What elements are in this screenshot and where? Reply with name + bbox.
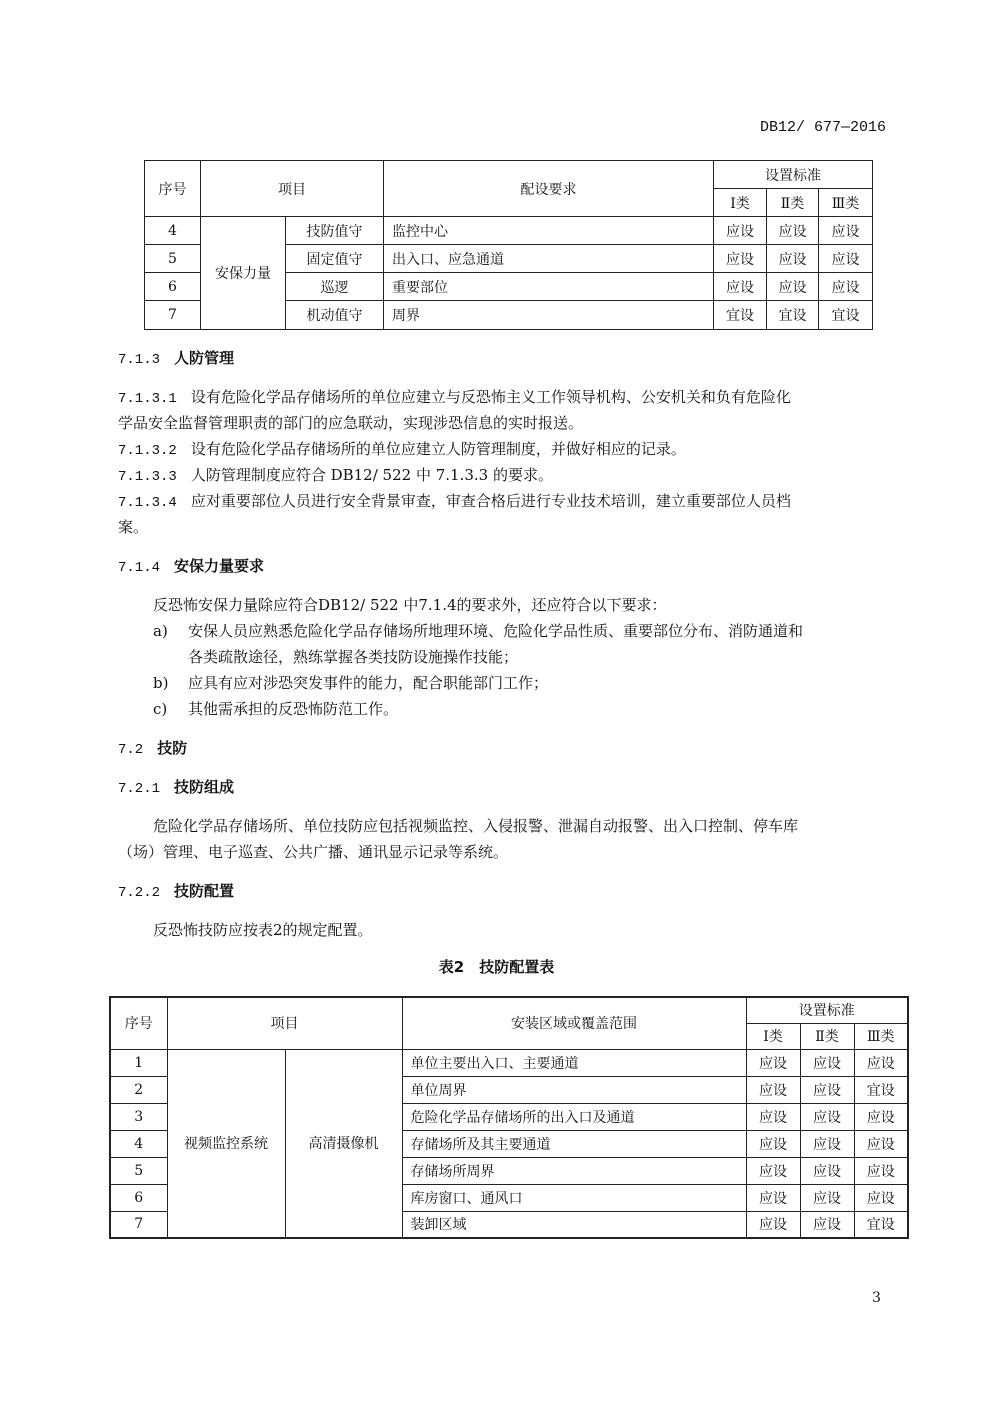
section-heading-7-2-2	[118, 878, 234, 906]
cell-area: 装卸区域	[402, 1211, 746, 1238]
cell-sub: 固定值守	[286, 245, 384, 273]
clause-text: 人防管理制度应符合 DB12/ 522 中 7.1.3.3 的要求。	[190, 466, 553, 484]
cell-class-2: 应设	[800, 1130, 854, 1157]
cell-class-3: 应设	[854, 1157, 908, 1184]
cell-class-2: 应设	[800, 1049, 854, 1076]
section-title: 安保力量要求	[174, 557, 265, 575]
section-title: 技防组成	[174, 778, 235, 796]
section-heading-7-2	[118, 735, 187, 763]
cell-class-2: 应设	[800, 1211, 854, 1238]
section-heading-7-2-1	[118, 774, 234, 802]
cell-class-1: 应设	[714, 245, 767, 273]
list-text: 安保人员应熟悉危险化学品存储场所地理环境、危险化学品性质、重要部位分布、消防通道和	[188, 622, 804, 640]
cell-area: 存储场所周界	[402, 1157, 746, 1184]
cell-class-1: 应设	[746, 1130, 800, 1157]
cell-group: 安保力量	[201, 217, 286, 330]
cell-area: 单位主要出入口、主要通道	[402, 1049, 746, 1076]
cell-class-3: 宜设	[819, 301, 873, 330]
cell-system: 视频监控系统	[167, 1049, 285, 1238]
header-class-3: Ⅲ类	[854, 1023, 908, 1049]
cell-seq: 4	[145, 217, 201, 245]
header-item: 项目	[167, 997, 402, 1049]
cell-seq: 5	[145, 245, 201, 273]
cell-class-1: 应设	[746, 1157, 800, 1184]
cell-sub: 技防值守	[286, 217, 384, 245]
clause-text: 应对重要部位人员进行安全背景审查，审查合格后进行专业技术培训，建立重要部位人员档	[190, 492, 791, 510]
clause-number: 7.1.3.4	[118, 495, 177, 511]
clause-7-1-3-3	[118, 462, 553, 490]
paragraph-7-2-2: 反恐怖技防应按表2的规定配置。	[153, 921, 373, 939]
header-class-2: Ⅱ类	[800, 1023, 854, 1049]
cell-class-3: 应设	[819, 217, 873, 245]
cell-class-1: 应设	[714, 217, 767, 245]
clause-number: 7.1.3.2	[118, 443, 177, 459]
cell-seq: 5	[110, 1157, 167, 1184]
section-heading-7-1-3	[118, 345, 234, 373]
header-seq: 序号	[110, 997, 167, 1049]
cell-class-1: 应设	[746, 1103, 800, 1130]
cell-class-3: 应设	[819, 273, 873, 301]
header-seq: 序号	[145, 161, 201, 217]
cell-req: 周界	[384, 301, 714, 330]
cell-seq: 4	[110, 1130, 167, 1157]
header-area: 安装区域或覆盖范围	[402, 997, 746, 1049]
security-force-table	[144, 160, 873, 330]
cell-class-3: 应设	[854, 1130, 908, 1157]
list-marker: a)	[153, 622, 168, 640]
cell-seq: 1	[110, 1049, 167, 1076]
cell-class-2: 应设	[767, 273, 819, 301]
paragraph-7-2-1-continued: （场）管理、电子巡查、公共广播、通讯显示记录等系统。	[118, 843, 509, 861]
cell-class-3: 宜设	[854, 1076, 908, 1103]
cell-area: 库房窗口、通风口	[402, 1184, 746, 1211]
cell-sub: 机动值守	[286, 301, 384, 330]
cell-class-1: 应设	[746, 1211, 800, 1238]
list-text: 应具有应对涉恐突发事件的能力，配合职能部门工作；	[188, 674, 549, 692]
header-item: 项目	[201, 161, 384, 217]
section-number: 7.1.3	[118, 352, 161, 368]
paragraph-7-2-1: 危险化学品存储场所、单位技防应包括视频监控、入侵报警、泄漏自动报警、出入口控制、停车库	[153, 817, 799, 835]
paragraph-7-1-4-intro: 反恐怖安保力量除应符合DB12/ 522 中7.1.4的要求外，还应符合以下要求：	[153, 596, 667, 614]
section-title: 技防	[157, 739, 188, 757]
cell-area: 存储场所及其主要通道	[402, 1130, 746, 1157]
cell-class-1: 应设	[746, 1184, 800, 1211]
section-title: 技防配置	[174, 882, 235, 900]
clause-number: 7.1.3.1	[118, 391, 177, 407]
header-class-3: Ⅲ类	[819, 189, 873, 217]
cell-seq: 3	[110, 1103, 167, 1130]
cell-class-2: 应设	[767, 245, 819, 273]
section-number: 7.2.1	[118, 781, 161, 797]
cell-area: 单位周界	[402, 1076, 746, 1103]
clause-7-1-3-4-continued: 案。	[118, 518, 149, 536]
cell-req: 重要部位	[384, 273, 714, 301]
list-item-a	[153, 618, 803, 644]
header-class-1: Ⅰ类	[746, 1023, 800, 1049]
technical-protection-table	[109, 996, 909, 1239]
header-class-2: Ⅱ类	[767, 189, 819, 217]
list-item-a-continued: 各类疏散途径，熟练掌握各类技防设施操作技能；	[188, 648, 519, 666]
header-standard: 设置标准	[746, 997, 908, 1023]
list-item-c	[153, 696, 398, 722]
cell-class-2: 宜设	[767, 301, 819, 330]
section-number: 7.1.4	[118, 560, 161, 576]
list-marker: b)	[153, 674, 169, 692]
cell-class-3: 应设	[854, 1184, 908, 1211]
header-standard: 设置标准	[714, 161, 873, 189]
page-number: 3	[872, 1290, 881, 1306]
clause-text: 设有危险化学品存储场所的单位应建立人防管理制度，并做好相应的记录。	[190, 440, 686, 458]
cell-seq: 7	[110, 1211, 167, 1238]
cell-class-1: 宜设	[714, 301, 767, 330]
cell-device: 高清摄像机	[285, 1049, 402, 1238]
list-item-b	[153, 670, 548, 696]
cell-class-1: 应设	[746, 1076, 800, 1103]
clause-7-1-3-1-continued: 学品安全监督管理职责的部门的应急联动，实现涉恐信息的实时报送。	[118, 414, 584, 432]
cell-seq: 2	[110, 1076, 167, 1103]
document-code: DB12/ 677—2016	[760, 119, 887, 136]
cell-area: 危险化学品存储场所的出入口及通道	[402, 1103, 746, 1130]
list-text: 其他需承担的反恐怖防范工作。	[188, 700, 399, 718]
clause-7-1-3-1	[118, 384, 791, 412]
cell-class-2: 应设	[800, 1076, 854, 1103]
section-number: 7.2	[118, 742, 144, 758]
cell-class-2: 应设	[800, 1157, 854, 1184]
cell-class-1: 应设	[714, 273, 767, 301]
cell-req: 出入口、应急通道	[384, 245, 714, 273]
cell-class-1: 应设	[746, 1049, 800, 1076]
cell-req: 监控中心	[384, 217, 714, 245]
clause-7-1-3-4	[118, 488, 791, 516]
cell-class-3: 应设	[854, 1103, 908, 1130]
clause-7-1-3-2	[118, 436, 686, 464]
table-row	[145, 217, 873, 245]
cell-seq: 6	[145, 273, 201, 301]
cell-class-2: 应设	[800, 1184, 854, 1211]
cell-class-3: 宜设	[854, 1211, 908, 1238]
cell-seq: 6	[110, 1184, 167, 1211]
cell-class-2: 应设	[800, 1103, 854, 1130]
clause-number: 7.1.3.3	[118, 469, 177, 485]
clause-text: 设有危险化学品存储场所的单位应建立与反恐怖主义工作领导机构、公安机关和负有危险化	[190, 388, 791, 406]
cell-sub: 巡逻	[286, 273, 384, 301]
cell-class-2: 应设	[767, 217, 819, 245]
header-requirement: 配设要求	[384, 161, 714, 217]
section-heading-7-1-4	[118, 553, 264, 581]
cell-seq: 7	[145, 301, 201, 330]
list-marker: c)	[153, 700, 168, 718]
table-caption: 表2 技防配置表	[438, 958, 555, 976]
section-number: 7.2.2	[118, 885, 161, 901]
cell-class-3: 应设	[819, 245, 873, 273]
header-class-1: Ⅰ类	[714, 189, 767, 217]
table-row	[110, 1049, 908, 1076]
cell-class-3: 应设	[854, 1049, 908, 1076]
section-title: 人防管理	[174, 349, 235, 367]
